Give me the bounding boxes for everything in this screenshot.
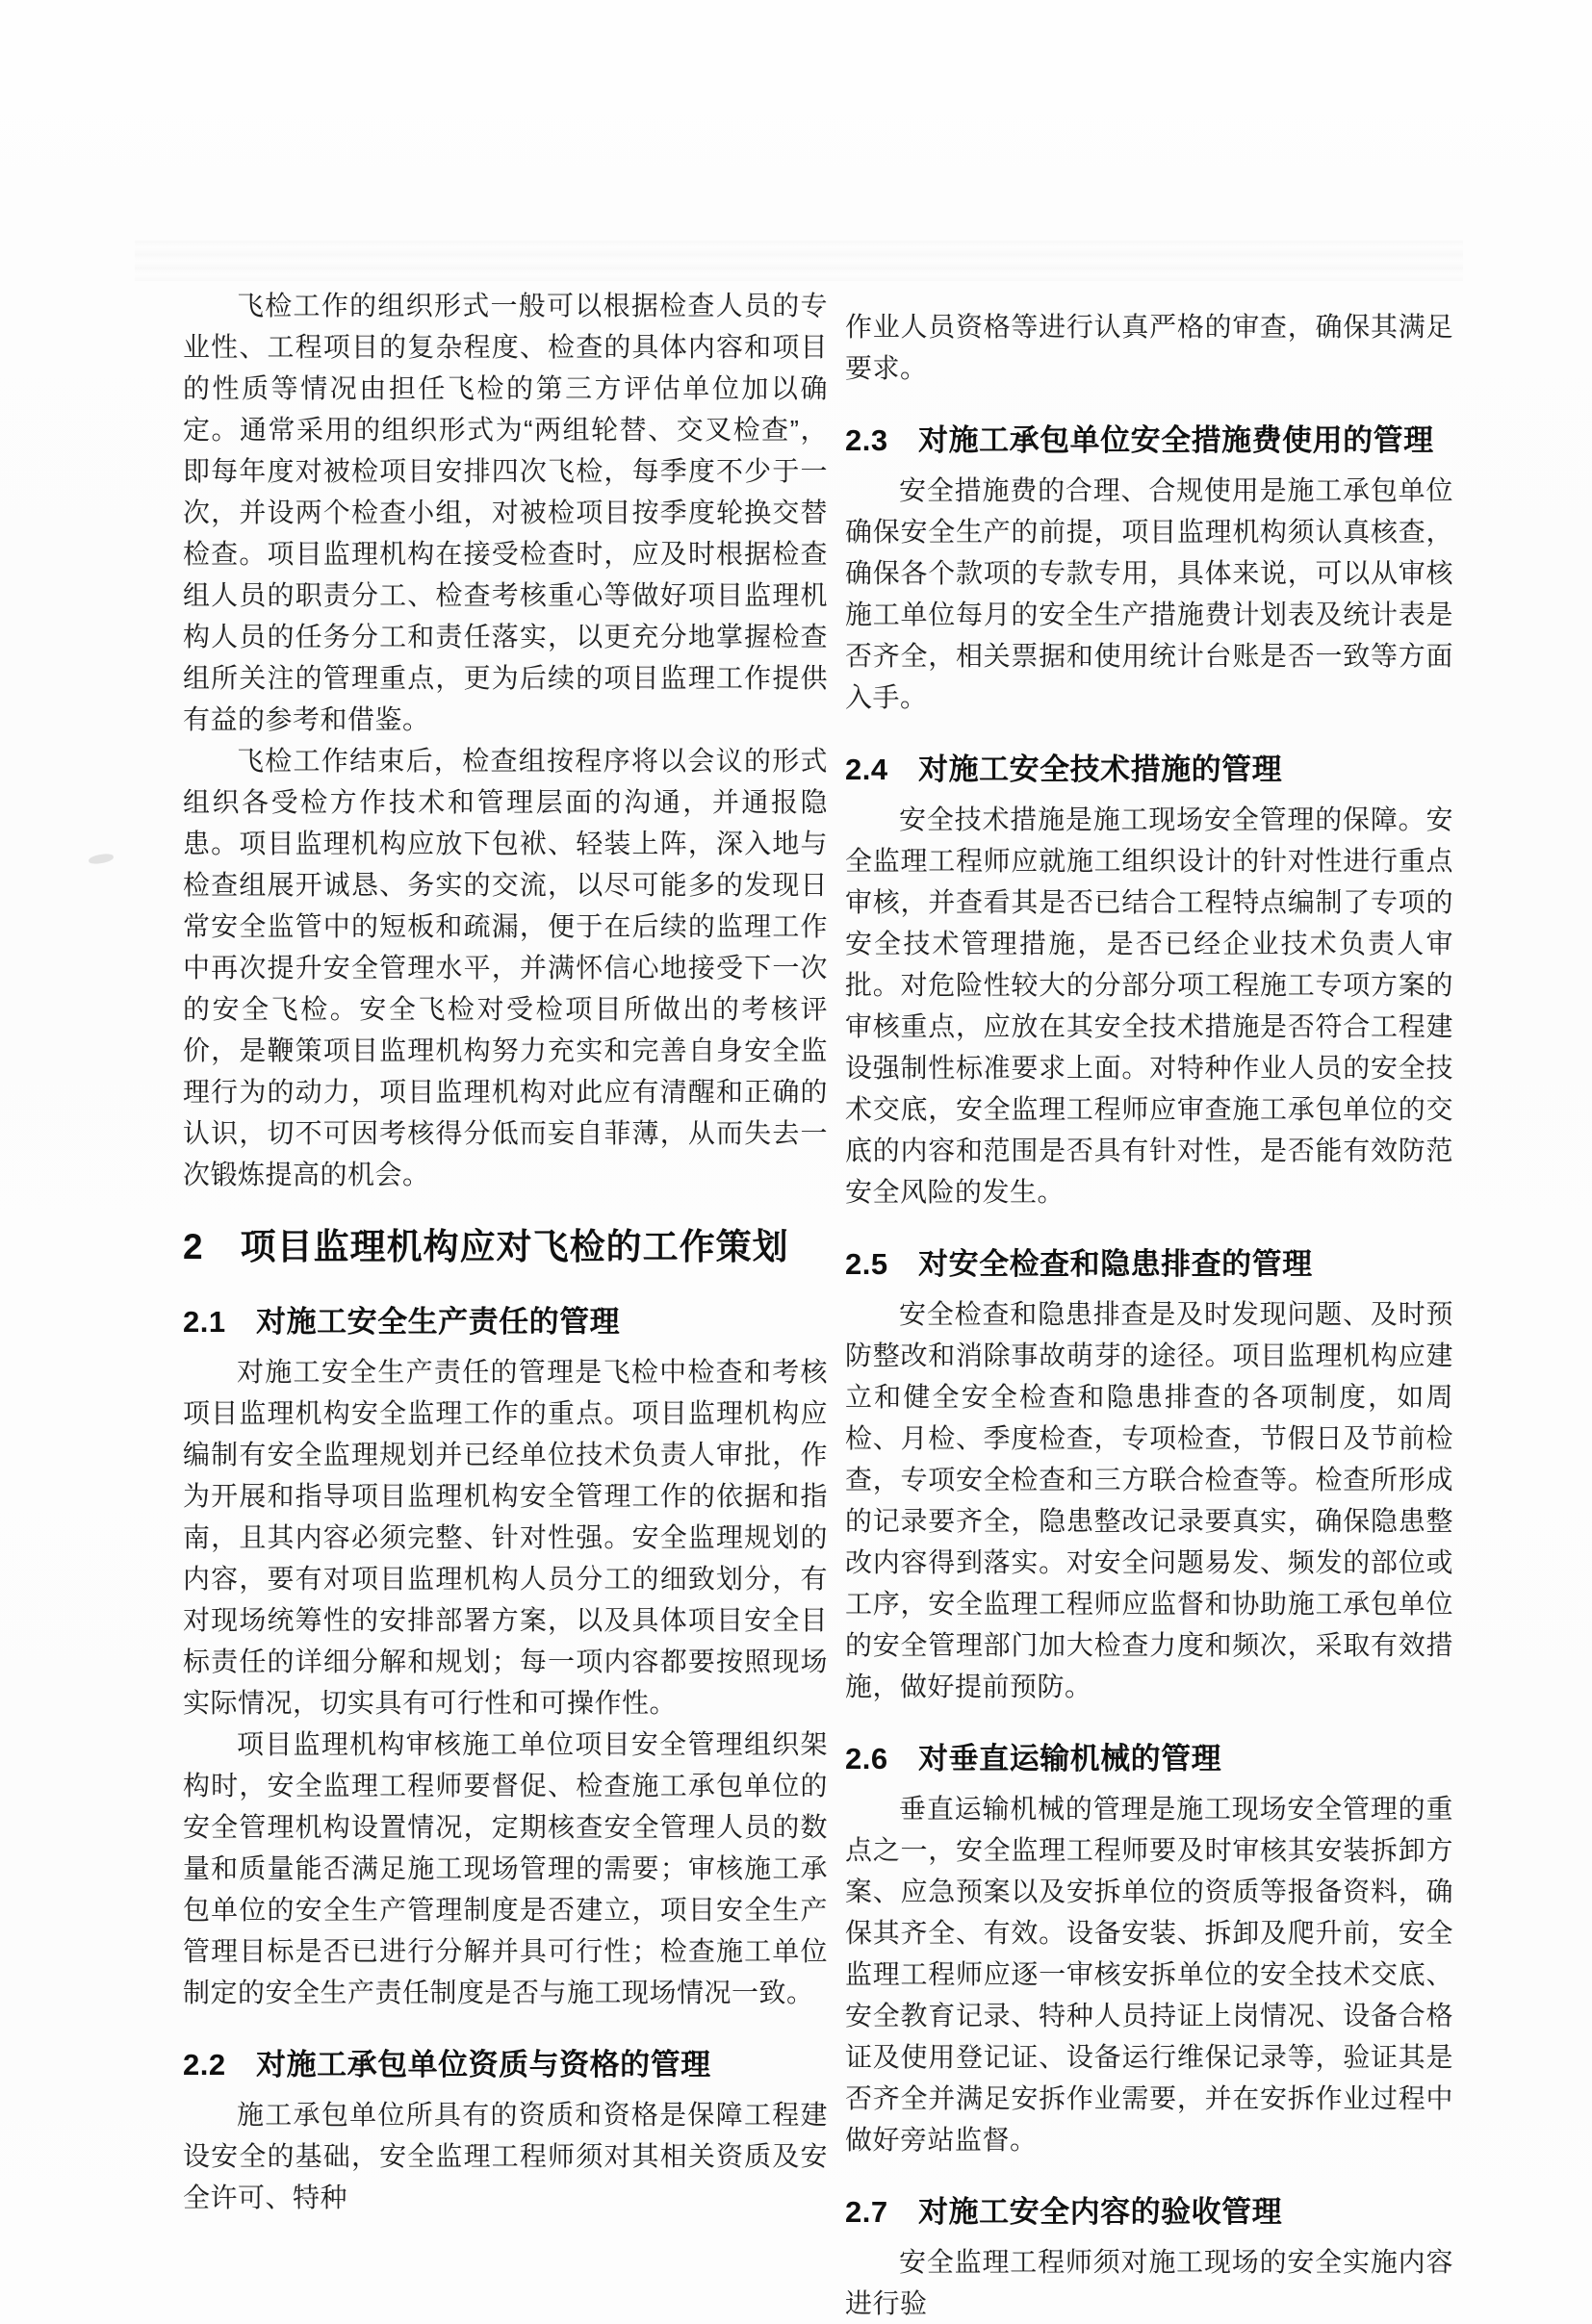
scan-artifact bbox=[88, 853, 114, 865]
section-2-2-paragraph-1: 施工承包单位所具有的资质和资格是保障工程建设安全的基础，安全监理工程师须对其相关资质及安全许可、特种 bbox=[183, 2100, 828, 2212]
section-2-1-paragraph-1: 对施工安全生产责任的管理是飞检中检查和考核项目监理机构安全监理工作的重点。项目监理机构应编制有安全监理规划并已经单位技术负责人审批，作为开展和指导项目监理机构安全管理工作的依据和指南，且其内容必须完整、针对性强。安全监理规划的内容，要有对项目监理机构人员分工的细致划分，有对现场统筹性的安排部署方案，以及具体项目安全目标责任的详细分解和规划；每一项内容都要按照现场实际情况，切实具有可行性和可操作性。 bbox=[183, 1357, 828, 1718]
section-2-6-heading: 2.6 对垂直运输机械的管理 bbox=[845, 1742, 1222, 1775]
section-2-4-heading: 2.4 对施工安全技术措施的管理 bbox=[845, 753, 1283, 786]
scan-noise-band bbox=[135, 241, 1463, 281]
section-2-3-heading: 2.3 对施工承包单位安全措施费使用的管理 bbox=[845, 423, 1434, 457]
section-2-7-paragraph-1: 安全监理工程师须对施工现场的安全实施内容进行验 bbox=[845, 2247, 1453, 2318]
intro-paragraph-1: 飞检工作的组织形式一般可以根据检查人员的专业性、工程项目的复杂程度、检查的具体内容和项目的性质等情况由担任飞检的第三方评估单位加以确定。通常采用的组织形式为“两组轮替、交叉检查”，即每年度对被检项目安排四次飞检，每季度不少于一次，并设两个检查小组，对被检项目按季度轮换交替检查。项目监理机构在接受检查时，应及时根据检查组人员的职责分工、检查考核重心等做好项目监理机构人员的任务分工和责任落实，以更充分地掌握检查组所关注的管理重点，更为后续的项目监理工作提供有益的参考和借鉴。 bbox=[183, 291, 828, 734]
section-2-5-heading: 2.5 对安全检查和隐患排查的管理 bbox=[845, 1247, 1313, 1281]
section-2-2-paragraph-1-continued: 作业人员资格等进行认真严格的审查，确保其满足要求。 bbox=[845, 312, 1453, 383]
intro-paragraph-2: 飞检工作结束后，检查组按程序将以会议的形式组织各受检方作技术和管理层面的沟通，并通报隐患。项目监理机构应放下包袱、轻装上阵，深入地与检查组展开诚恳、务实的交流，以尽可能多的发现日常安全监管中的短板和疏漏，便于在后续的监理工作中再次提升安全管理水平，并满怀信心地接受下一次的安全飞检。安全飞检对受检项目所做出的考核评价，是鞭策项目监理机构努力充实和完善自身安全监理行为的动力，项目监理机构对此应有清醒和正确的认识，切不可因考核得分低而妄自菲薄，从而失去一次锻炼提高的机会。 bbox=[183, 746, 828, 1189]
section-2-2-heading: 2.2 对施工承包单位资质与资格的管理 bbox=[183, 2048, 711, 2081]
left-column bbox=[183, 285, 828, 2218]
section-2-7-heading: 2.7 对施工安全内容的验收管理 bbox=[845, 2195, 1283, 2229]
section-2-5-paragraph-1: 安全检查和隐患排查是及时发现问题、及时预防整改和消除事故萌芽的途径。项目监理机构应建立和健全安全检查和隐患排查的各项制度，如周检、月检、季度检查，专项检查，节假日及节前检查，专项安全检查和三方联合检查等。检查所形成的记录要齐全，隐患整改记录要真实，确保隐患整改内容得到落实。对安全问题易发、频发的部位或工序，安全监理工程师应监督和协助施工承包单位的安全管理部门加大检查力度和频次，采取有效措施，做好提前预防。 bbox=[845, 1299, 1453, 1701]
section-2-3-paragraph-1: 安全措施费的合理、合规使用是施工承包单位确保安全生产的前提，项目监理机构须认真核查，确保各个款项的专款专用，具体来说，可以从审核施工单位每月的安全生产措施费计划表及统计表是否齐全，相关票据和使用统计台账是否一致等方面入手。 bbox=[845, 475, 1453, 712]
section-2-1-paragraph-2: 项目监理机构审核施工单位项目安全管理组织架构时，安全监理工程师要督促、检查施工承包单位的安全管理机构设置情况，定期核查安全管理人员的数量和质量能否满足施工现场管理的需要；审核施工承包单位的安全生产管理制度是否建立，项目安全生产管理目标是否已进行分解并具可行性；检查施工单位制定的安全生产责任制度是否与施工现场情况一致。 bbox=[183, 1729, 828, 2007]
section-2-4-paragraph-1: 安全技术措施是施工现场安全管理的保障。安全监理工程师应就施工组织设计的针对性进行重点审核，并查看其是否已结合工程特点编制了专项的安全技术管理措施，是否已经企业技术负责人审批。对危险性较大的分部分项工程施工专项方案的审核重点，应放在其安全技术措施是否符合工程建设强制性标准要求上面。对特种作业人员的安全技术交底，安全监理工程师应审查施工承包单位的交底的内容和范围是否具有针对性，是否能有效防范安全风险的发生。 bbox=[845, 804, 1453, 1207]
right-column bbox=[845, 306, 1453, 2324]
chapter-2-heading: 2 项目监理机构应对飞检的工作策划 bbox=[183, 1227, 789, 1266]
section-2-1-heading: 2.1 对施工安全生产责任的管理 bbox=[183, 1305, 621, 1339]
section-2-6-paragraph-1: 垂直运输机械的管理是施工现场安全管理的重点之一，安全监理工程师要及时审核其安装拆卸方案、应急预案以及安拆单位的资质等报备资料，确保其齐全、有效。设备安装、拆卸及爬升前，安全监理工程师应逐一审核安拆单位的安全技术交底、安全教育记录、特种人员持证上岗情况、设备合格证及使用登记证、设备运行维保记录等，验证其是否齐全并满足安拆作业需要，并在安拆作业过程中做好旁站监督。 bbox=[845, 1794, 1453, 2155]
